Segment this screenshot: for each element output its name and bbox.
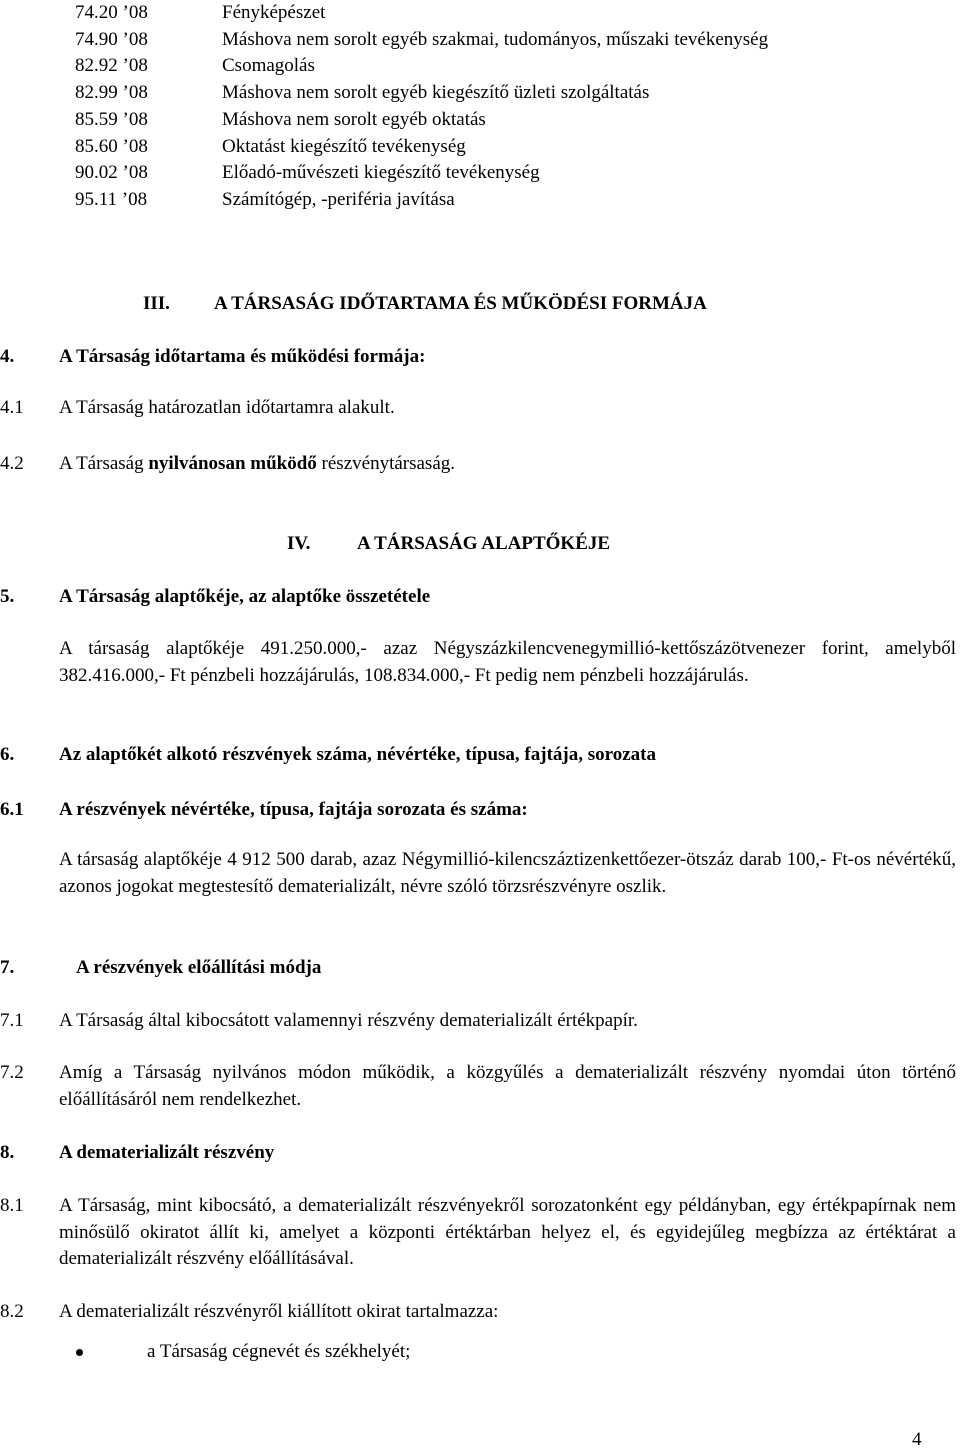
- para-7-2-number: 7.2: [0, 1062, 24, 1083]
- activity-desc: Fényképészet: [222, 2, 326, 23]
- activity-row: [75, 53, 315, 80]
- page-number: 4: [912, 1429, 922, 1450]
- chapter-3-title: A TÁRSASÁG IDŐTARTAMA ÉS MŰKÖDÉSI FORMÁJA: [214, 293, 707, 314]
- para-4-1-number: 4.1: [0, 397, 24, 418]
- activity-row: [75, 134, 466, 161]
- para-4-2-bold: nyilvánosan működő: [148, 453, 317, 474]
- activity-desc: Máshova nem sorolt egyéb szakmai, tudományos, műszaki tevékenység: [222, 28, 769, 50]
- activity-row: [75, 0, 325, 27]
- activity-code: 74.20 ’08: [75, 2, 148, 23]
- section-6-number: 6.: [0, 744, 15, 765]
- bullet-item-text: a Társaság cégnevét és székhelyét;: [147, 1341, 411, 1362]
- para-7-1-text: A Társaság által kibocsátott valamennyi részvény dematerializált értékpapír.: [59, 1010, 638, 1031]
- section-8-number: 8.: [0, 1142, 15, 1163]
- activity-code: 82.99 ’08: [75, 82, 148, 104]
- para-4-1-text: A Társaság határozatlan időtartamra alakult.: [59, 397, 395, 418]
- activity-code: 90.02 ’08: [75, 162, 148, 184]
- section-7-title: A részvények előállítási módja: [76, 957, 322, 978]
- activity-row: [75, 107, 486, 134]
- chapter-3-numeral: III.: [143, 293, 170, 314]
- section-8-title: A dematerializált részvény: [59, 1142, 275, 1163]
- para-8-2-number: 8.2: [0, 1301, 24, 1322]
- para-4-2-post: részvénytársaság.: [316, 453, 456, 474]
- activity-code: 85.59 ’08: [75, 108, 148, 130]
- activity-row: [75, 160, 540, 187]
- para-7-2-text: Amíg a Társaság nyilvános módon működik, a közgyűlés a dematerializált részvény nyomdai úton történő előállításáról nem rendelkezhet.: [59, 1062, 956, 1110]
- activity-desc: Számítógép, -periféria javítása: [222, 188, 455, 210]
- bullet-dot-icon: [76, 1349, 83, 1356]
- chapter-4-title: A TÁRSASÁG ALAPTŐKÉJE: [357, 533, 611, 554]
- activity-code: 95.11 ’08: [75, 188, 148, 210]
- para-4-2-pre: A Társaság: [59, 453, 149, 474]
- section-4-number: 4.: [0, 346, 15, 367]
- section-6-title: Az alaptőkét alkotó részvények száma, névértéke, típusa, fajtája, sorozata: [59, 744, 656, 765]
- para-4-2-text: [59, 451, 455, 477]
- para-7-1-number: 7.1: [0, 1010, 24, 1031]
- section-4-title: A Társaság időtartama és működési formája:: [59, 346, 426, 367]
- activity-code: 74.90 ’08: [75, 28, 148, 50]
- para-6-1-number: 6.1: [0, 799, 24, 820]
- activity-desc: Máshova nem sorolt egyéb oktatás: [222, 108, 486, 130]
- activity-desc: Csomagolás: [222, 55, 315, 77]
- activity-row: [75, 27, 768, 54]
- activity-row: [75, 187, 455, 214]
- chapter-4-numeral: IV.: [287, 533, 311, 554]
- para-8-2-text: A dematerializált részvényről kiállított okirat tartalmazza:: [59, 1301, 499, 1322]
- section-5-text: A társaság alaptőkéje 491.250.000,- azaz Négyszázkilencvenegymillió-kettőszázötvenezer forint, amelyből 382.416.000,- Ft pénzbeli hozzájárulás, 108.834.000,- Ft pedig nem pénzbeli hozzájárulás.: [59, 638, 956, 686]
- section-5-title: A Társaság alaptőkéje, az alaptőke összetétele: [59, 586, 431, 607]
- activity-desc: Előadó-művészeti kiegészítő tevékenység: [222, 162, 540, 184]
- para-8-1-number: 8.1: [0, 1195, 24, 1216]
- activity-code: 85.60 ’08: [75, 135, 148, 157]
- activity-row: [75, 80, 649, 107]
- section-7-number: 7.: [0, 957, 15, 978]
- section-5-number: 5.: [0, 586, 15, 607]
- activity-desc: Oktatást kiegészítő tevékenység: [222, 135, 466, 157]
- para-4-2-number: 4.2: [0, 453, 24, 474]
- activity-code: 82.92 ’08: [75, 55, 148, 77]
- activity-desc: Máshova nem sorolt egyéb kiegészítő üzleti szolgáltatás: [222, 82, 650, 104]
- para-8-1-text: A Társaság, mint kibocsátó, a dematerializált részvényekről sorozatonként egy példányban, egy értékpapírnak nem minősülő okiratot állít ki, amelyet a központi értéktárban helyez el, és egyidejűleg megbízza az értéktárat a dematerializált részvény előállításával.: [59, 1195, 956, 1269]
- section-6-text: A társaság alaptőkéje 4 912 500 darab, azaz Négymillió-kilencszáztizenkettőezer-ötszáz darab 100,- Ft-os névértékű, azonos jogokat megtestesítő dematerializált, névre szóló törzsrészvényre oszlik.: [59, 849, 956, 897]
- para-6-1-title: A részvények névértéke, típusa, fajtája sorozata és száma:: [59, 799, 528, 820]
